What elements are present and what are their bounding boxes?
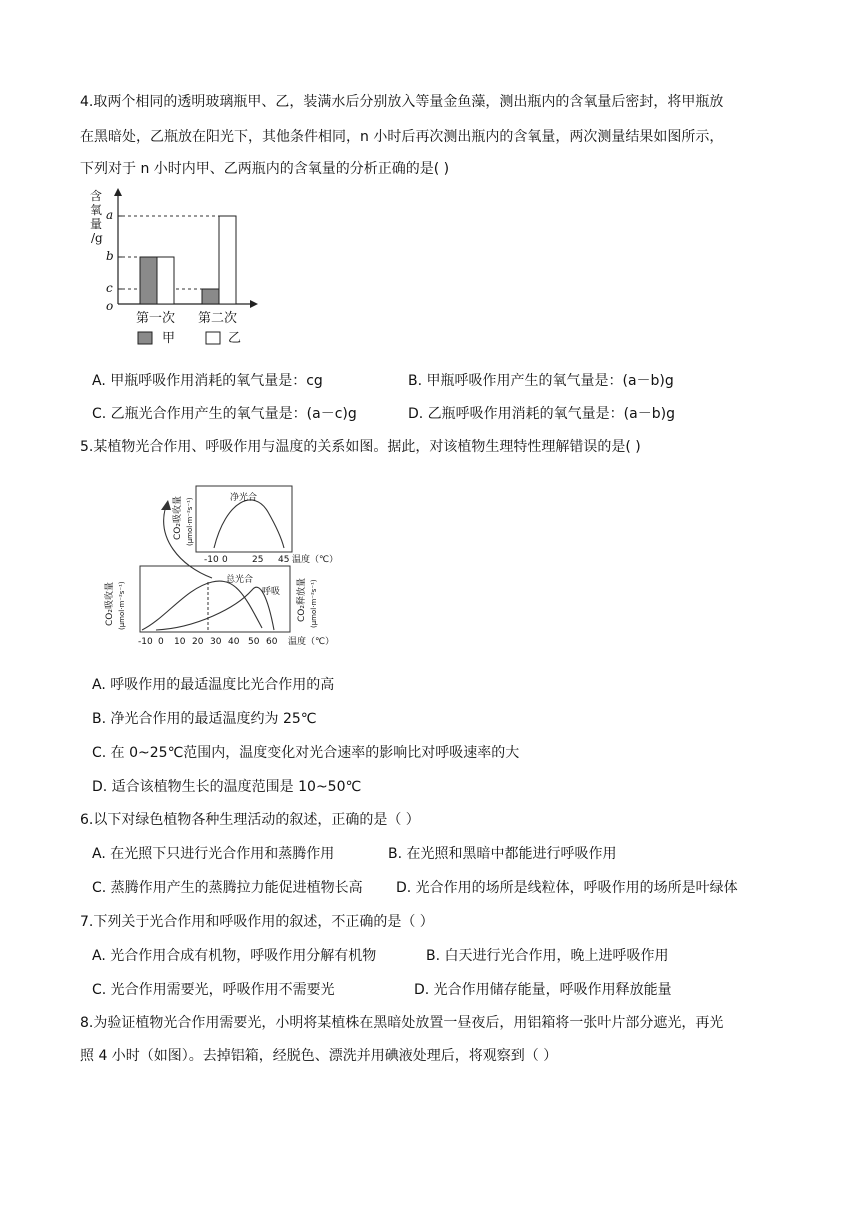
- q5-bottom-xtick-4: 20: [192, 637, 204, 647]
- q5-bottom-panel-frame: [140, 566, 290, 632]
- q5-respiration-curve: [156, 587, 274, 630]
- q6-option-d: D. 光合作用的场所是线粒体，呼吸作用的场所是叶绿体: [396, 880, 738, 896]
- q4-option-c: C. 乙瓶光合作用产生的氧气量是：(a－c)g: [92, 406, 357, 422]
- q5-bottom-xtick-2: 0: [158, 637, 164, 647]
- q7-option-c: C. 光合作用需要光，呼吸作用不需要光: [92, 982, 335, 998]
- q5-stem: 5.某植物光合作用、呼吸作用与温度的关系如图。据此，对该植物生理特性理解错误的是( ): [80, 439, 641, 455]
- q5-option-d: D. 适合该植物生长的温度范围是 10~50℃: [92, 779, 362, 795]
- q4-stem-line-2: 在黑暗处，乙瓶放在阳光下，其他条件相同，n 小时后再次测出瓶内的含氧量，两次测量结果如图所示，: [80, 129, 724, 145]
- q4-origin-label: o: [106, 299, 114, 313]
- q7-stem: 7.下列关于光合作用和呼吸作用的叙述，不正确的是（ ）: [80, 914, 434, 930]
- q5-gross-label: 总光合: [226, 575, 254, 585]
- q5-bottom-ylabel-right: CO₂释放量: [297, 578, 307, 622]
- q6-stem: 6.以下对绿色植物各种生理活动的叙述，正确的是（ ）: [80, 812, 420, 828]
- q4-ylabel-4: /g: [91, 231, 103, 245]
- q5-top-xtick-3: 25: [252, 555, 264, 565]
- q4-category-second: 第二次: [198, 311, 238, 326]
- q4-ylabel-2: 氧: [90, 203, 103, 217]
- q4-option-b: B. 甲瓶呼吸作用产生的氧气量是：(a－b)g: [408, 373, 674, 389]
- q7-option-b: B. 白天进行光合作用，晚上进呼吸作用: [426, 948, 669, 964]
- q7-option-a: A. 光合作用合成有机物，呼吸作用分解有机物: [92, 948, 377, 964]
- q5-curves-svg: [96, 478, 346, 660]
- q4-bar-yi-second: [219, 216, 236, 304]
- q4-stem-line-3: 下列对于 n 小时内甲、乙两瓶内的含氧量的分析正确的是( ): [80, 161, 450, 177]
- q4-legend-yi-label: 乙: [228, 331, 242, 346]
- q4-category-first: 第一次: [136, 311, 176, 326]
- q4-y-arrow: [114, 188, 122, 196]
- q5-bottom-xtick-3: 10: [174, 637, 186, 647]
- q5-bottom-xtick-1: -10: [138, 637, 153, 647]
- q8-stem-line-1: 8.为验证植物光合作用需要光，小明将某植株在黑暗处放置一昼夜后，用铝箱将一张叶片部分遮光，再光: [80, 1015, 724, 1031]
- q5-top-xtick-4: 45: [278, 555, 290, 565]
- q4-x-arrow: [250, 300, 258, 308]
- q4-legend-jia-swatch: [138, 332, 152, 344]
- q5-top-xtick-1: -10: [204, 555, 219, 565]
- q5-bottom-xlabel: 温度（℃）: [288, 637, 335, 647]
- q5-temperature-figure: [96, 478, 346, 660]
- q5-gross-photosynthesis-curve: [142, 581, 262, 630]
- q4-bar-jia-second: [202, 289, 219, 304]
- q5-top-curve-label: 净光合: [230, 493, 258, 503]
- q5-option-a: A. 呼吸作用的最适温度比光合作用的高: [92, 677, 335, 693]
- q4-legend-yi-swatch: [206, 332, 220, 344]
- q4-legend-jia-label: 甲: [162, 331, 176, 346]
- q5-bottom-xtick-7: 50: [248, 637, 260, 647]
- q5-bottom-ylabel-left: CO₂吸收量: [105, 582, 115, 626]
- q5-link-arrowhead: [161, 500, 171, 510]
- q6-option-c: C. 蒸腾作用产生的蒸腾拉力能促进植物长高: [92, 880, 363, 896]
- q4-stem-line-1: 4.取两个相同的透明玻璃瓶甲、乙，装满水后分别放入等量金鱼藻，测出瓶内的含氧量后密封，将甲瓶放: [80, 94, 724, 110]
- q5-bottom-yunit-left: (μmol·m⁻²s⁻¹): [118, 581, 126, 630]
- q5-top-xtick-2: 0: [222, 555, 228, 565]
- q5-option-c: C. 在 0~25℃范围内，温度变化对光合速率的影响比对呼吸速率的大: [92, 745, 520, 761]
- q4-bar-jia-first: [140, 257, 157, 304]
- q4-option-d: D. 乙瓶呼吸作用消耗的氧气量是：(a－b)g: [408, 406, 675, 422]
- q5-option-b: B. 净光合作用的最适温度约为 25℃: [92, 711, 317, 727]
- q4-tick-label-c: c: [106, 281, 113, 295]
- q4-tick-label-a: a: [106, 208, 114, 222]
- q4-tick-label-b: b: [106, 249, 114, 263]
- q5-respiration-label: 呼吸: [262, 587, 281, 597]
- q8-stem-line-2: 照 4 小时（如图）。去掉铝箱，经脱色、漂洗并用碘液处理后，将观察到（ ）: [80, 1048, 558, 1064]
- q4-ylabel-1: 含: [90, 189, 103, 203]
- q5-bottom-xtick-8: 60: [266, 637, 278, 647]
- q5-bottom-yunit-right: (μmol·m⁻²s⁻¹): [310, 579, 318, 628]
- q7-option-d: D. 光合作用储存能量，呼吸作用释放能量: [414, 982, 672, 998]
- q5-net-photosynthesis-curve: [214, 500, 284, 548]
- q4-bar-yi-first: [157, 257, 174, 304]
- q4-ylabel-3: 量: [90, 217, 103, 231]
- q6-option-a: A. 在光照下只进行光合作用和蒸腾作用: [92, 846, 335, 862]
- q4-option-a: A. 甲瓶呼吸作用消耗的氧气量是：cg: [92, 373, 323, 389]
- q6-option-b: B. 在光照和黑暗中都能进行呼吸作用: [388, 846, 617, 862]
- q4-oxygen-bar-figure: [82, 186, 262, 356]
- q5-top-ylabel: CO₂吸收量: [173, 496, 183, 540]
- q5-top-yunit: (μmol·m⁻²s⁻¹): [186, 497, 194, 546]
- q5-bottom-xtick-5: 30: [210, 637, 222, 647]
- q5-bottom-xtick-6: 40: [228, 637, 240, 647]
- q5-top-xlabel: 温度（℃）: [292, 555, 339, 565]
